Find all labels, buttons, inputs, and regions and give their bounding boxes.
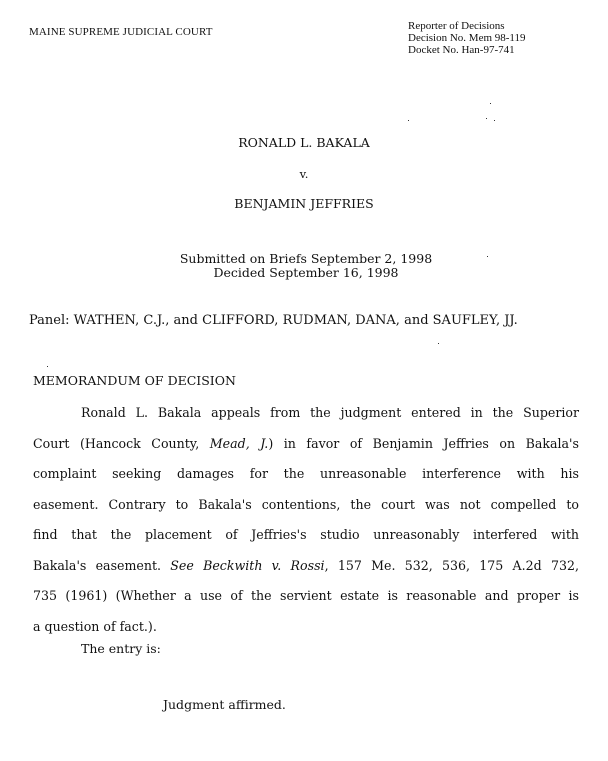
memo-heading: MEMORANDUM OF DECISION [33,373,236,388]
body-line [33,520,579,551]
body-line [33,612,579,643]
body-text: a question of fact.). [33,618,157,634]
italic-citation: See Beckwith v. Rossi [170,557,325,573]
submitted-date: Submitted on Briefs September 2, 1998 [179,251,433,266]
body-text: Court (Hancock County, [33,435,210,451]
body-line [33,581,579,612]
decided-date: Decided September 16, 1998 [213,265,399,280]
versus: v. [299,167,309,181]
judgment-text: Judgment affirmed. [163,697,286,712]
reporter-title: Reporter of Decisions [408,20,505,32]
scan-speck [408,120,409,121]
scan-speck [47,366,48,367]
decision-body [33,398,579,642]
body-text: Ronald L. Bakala appeals from the judgment entered in the Superior [81,405,579,420]
body-text: ) in favor of Benjamin Jeffries on Bakala's [268,435,579,451]
body-line [33,398,579,429]
body-text: find that the placement of Jeffries's studio unreasonably interfered with [33,527,579,542]
defendant-name: BENJAMIN JEFFRIES [234,196,374,211]
court-name: MAINE SUPREME JUDICIAL COURT [29,26,213,38]
scan-speck [494,120,495,121]
body-text: easement. Contrary to Bakala's contentions, the court was not compelled to [33,496,579,512]
body-line [33,459,579,490]
body-text: Bakala's easement. [33,557,171,573]
scan-speck [486,118,487,119]
scan-speck [438,343,439,344]
body-line [33,429,579,460]
scan-speck [490,103,491,104]
plaintiff-name: RONALD L. BAKALA [238,135,370,150]
body-text: , 157 Me. 532, 536, 175 A.2d 732, [324,557,579,573]
docket-number: Docket No. Han-97-741 [408,44,515,56]
reporter-block [408,20,526,56]
entry-label: The entry is: [81,641,161,656]
italic-citation: Mead, J. [209,435,269,451]
body-line [33,490,579,521]
dates-block [0,252,608,280]
body-line [33,551,579,582]
body-text: complaint seeking damages for the unreasonable interference with his [33,466,579,481]
decision-number: Decision No. Mem 98-119 [408,32,526,44]
body-text: 735 (1961) (Whether a use of the servient estate is reasonable and proper is [33,588,579,603]
panel-line: Panel: WATHEN, C.J., and CLIFFORD, RUDMAN, DANA, and SAUFLEY, JJ. [29,313,518,328]
scan-speck [487,256,488,257]
